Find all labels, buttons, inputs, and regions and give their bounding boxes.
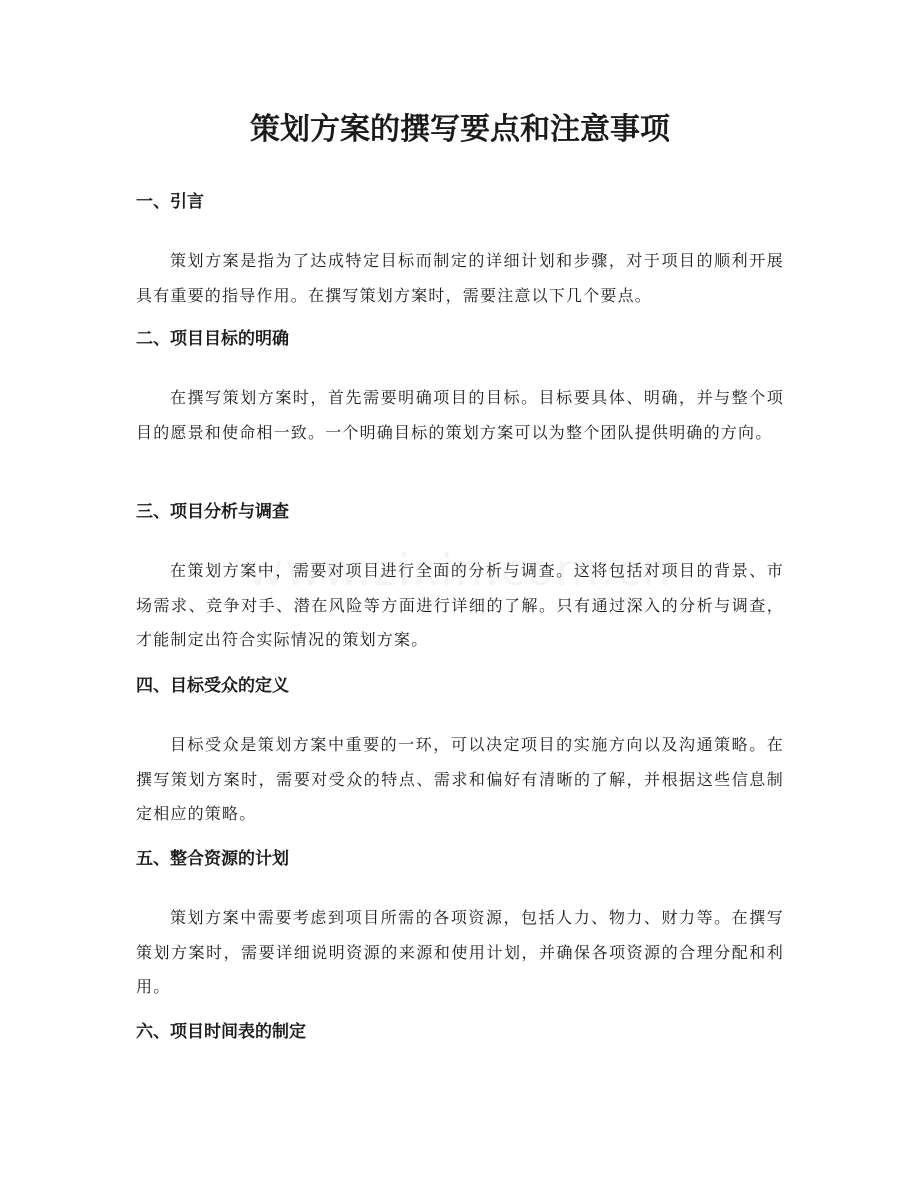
section-paragraph: 在撰写策划方案时，首先需要明确项目的目标。目标要具体、明确，并与整个项目的愿景和使命相一致。一个明确目标的策划方案可以为整个团队提供明确的方向。	[136, 388, 784, 442]
section-heading: 三、项目分析与调查	[136, 502, 289, 522]
section-project-goals	[136, 327, 784, 450]
section-timeline	[136, 1020, 784, 1044]
section-heading: 二、项目目标的明确	[136, 329, 289, 349]
section-target-audience	[136, 674, 784, 832]
section-heading: 四、目标受众的定义	[136, 676, 289, 696]
section-paragraph: 在策划方案中，需要对项目进行全面的分析与调查。这将包括对项目的背景、市场需求、竞争对手、潜在风险等方面进行详细的了解。只有通过深入的分析与调查，才能制定出符合实际情况的策划方案。	[136, 561, 784, 649]
document-title: 策划方案的撰写要点和注意事项	[250, 112, 670, 147]
section-paragraph: 策划方案是指为了达成特定目标而制定的详细计划和步骤，对于项目的顺利开展具有重要的指导作用。在撰写策划方案时，需要注意以下几个要点。	[136, 251, 784, 305]
section-paragraph: 目标受众是策划方案中重要的一环，可以决定项目的实施方向以及沟通策略。在撰写策划方案时，需要对受众的特点、需求和偏好有清晰的了解，并根据这些信息制定相应的策略。	[136, 735, 784, 823]
section-introduction	[136, 190, 784, 313]
section-resource-plan	[136, 847, 784, 1005]
section-heading: 一、引言	[136, 192, 204, 212]
section-analysis-research	[136, 500, 784, 658]
section-heading: 五、整合资源的计划	[136, 849, 289, 869]
section-paragraph: 策划方案中需要考虑到项目所需的各项资源，包括人力、物力、财力等。在撰写策划方案时，需要详细说明资源的来源和使用计划，并确保各项资源的合理分配和利用。	[136, 908, 784, 996]
section-heading: 六、项目时间表的制定	[136, 1022, 306, 1042]
